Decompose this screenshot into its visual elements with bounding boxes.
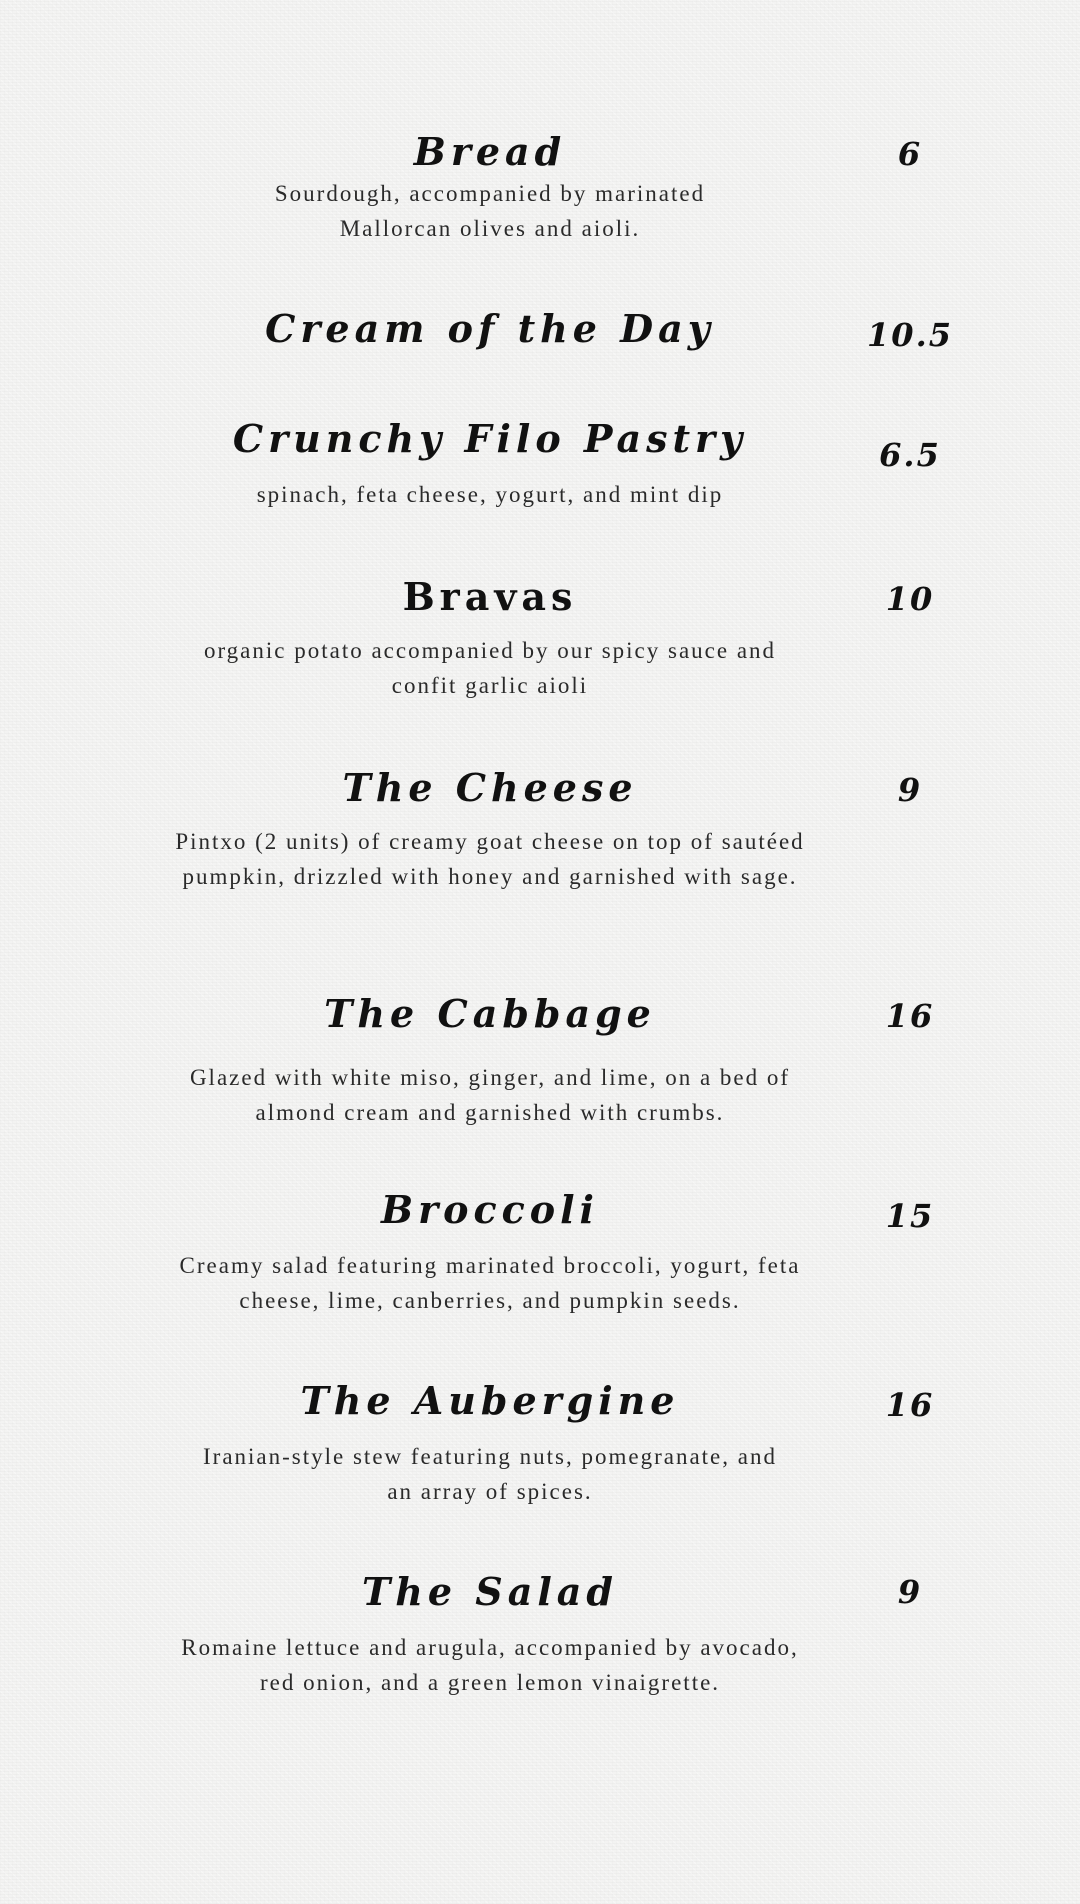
item-price: 9: [897, 1573, 923, 1611]
item-name: Crunchy Filo Pastry: [232, 416, 748, 461]
item-description: Sourdough, accompanied by marinated Mallorcan olives and aioli.: [274, 181, 706, 241]
item-description: Iranian-style stew featuring nuts, pomegranate, and an array of spices.: [203, 1444, 777, 1504]
item-name: Cream of the Day: [265, 306, 715, 351]
item-name: The Aubergine: [300, 1378, 680, 1423]
item-price: 10.5: [867, 316, 953, 354]
item-description: Romaine lettuce and arugula, accompanied by avocado, red onion, and a green lemon vinaigrette.: [181, 1635, 799, 1695]
item-description: Glazed with white miso, ginger, and lime, on a bed of almond cream and garnished with crumbs.: [189, 1065, 791, 1125]
item-price: 10: [885, 580, 935, 618]
item-description: Pintxo (2 units) of creamy goat cheese on top of sautéed pumpkin, drizzled with honey and garnished with sage.: [175, 829, 805, 889]
item-price: 15: [885, 1197, 935, 1235]
item-description: spinach, feta cheese, yogurt, and mint dip: [256, 482, 724, 507]
item-price: 6: [897, 135, 923, 173]
item-name: The Salad: [361, 1569, 618, 1614]
item-name: Bread: [413, 129, 567, 174]
item-name: Bravas: [402, 574, 578, 619]
item-price: 9: [897, 771, 923, 809]
item-name: The Cabbage: [324, 991, 656, 1036]
item-price: 16: [885, 1386, 935, 1424]
item-description: Creamy salad featuring marinated broccoli, yogurt, feta cheese, lime, canberries, and pumpkin seeds.: [179, 1253, 801, 1313]
item-price: 16: [885, 997, 935, 1035]
item-price: 6.5: [879, 436, 941, 474]
item-name: Broccoli: [381, 1187, 599, 1232]
item-description: organic potato accompanied by our spicy sauce and confit garlic aioli: [203, 638, 777, 698]
item-name: The Cheese: [342, 765, 638, 810]
